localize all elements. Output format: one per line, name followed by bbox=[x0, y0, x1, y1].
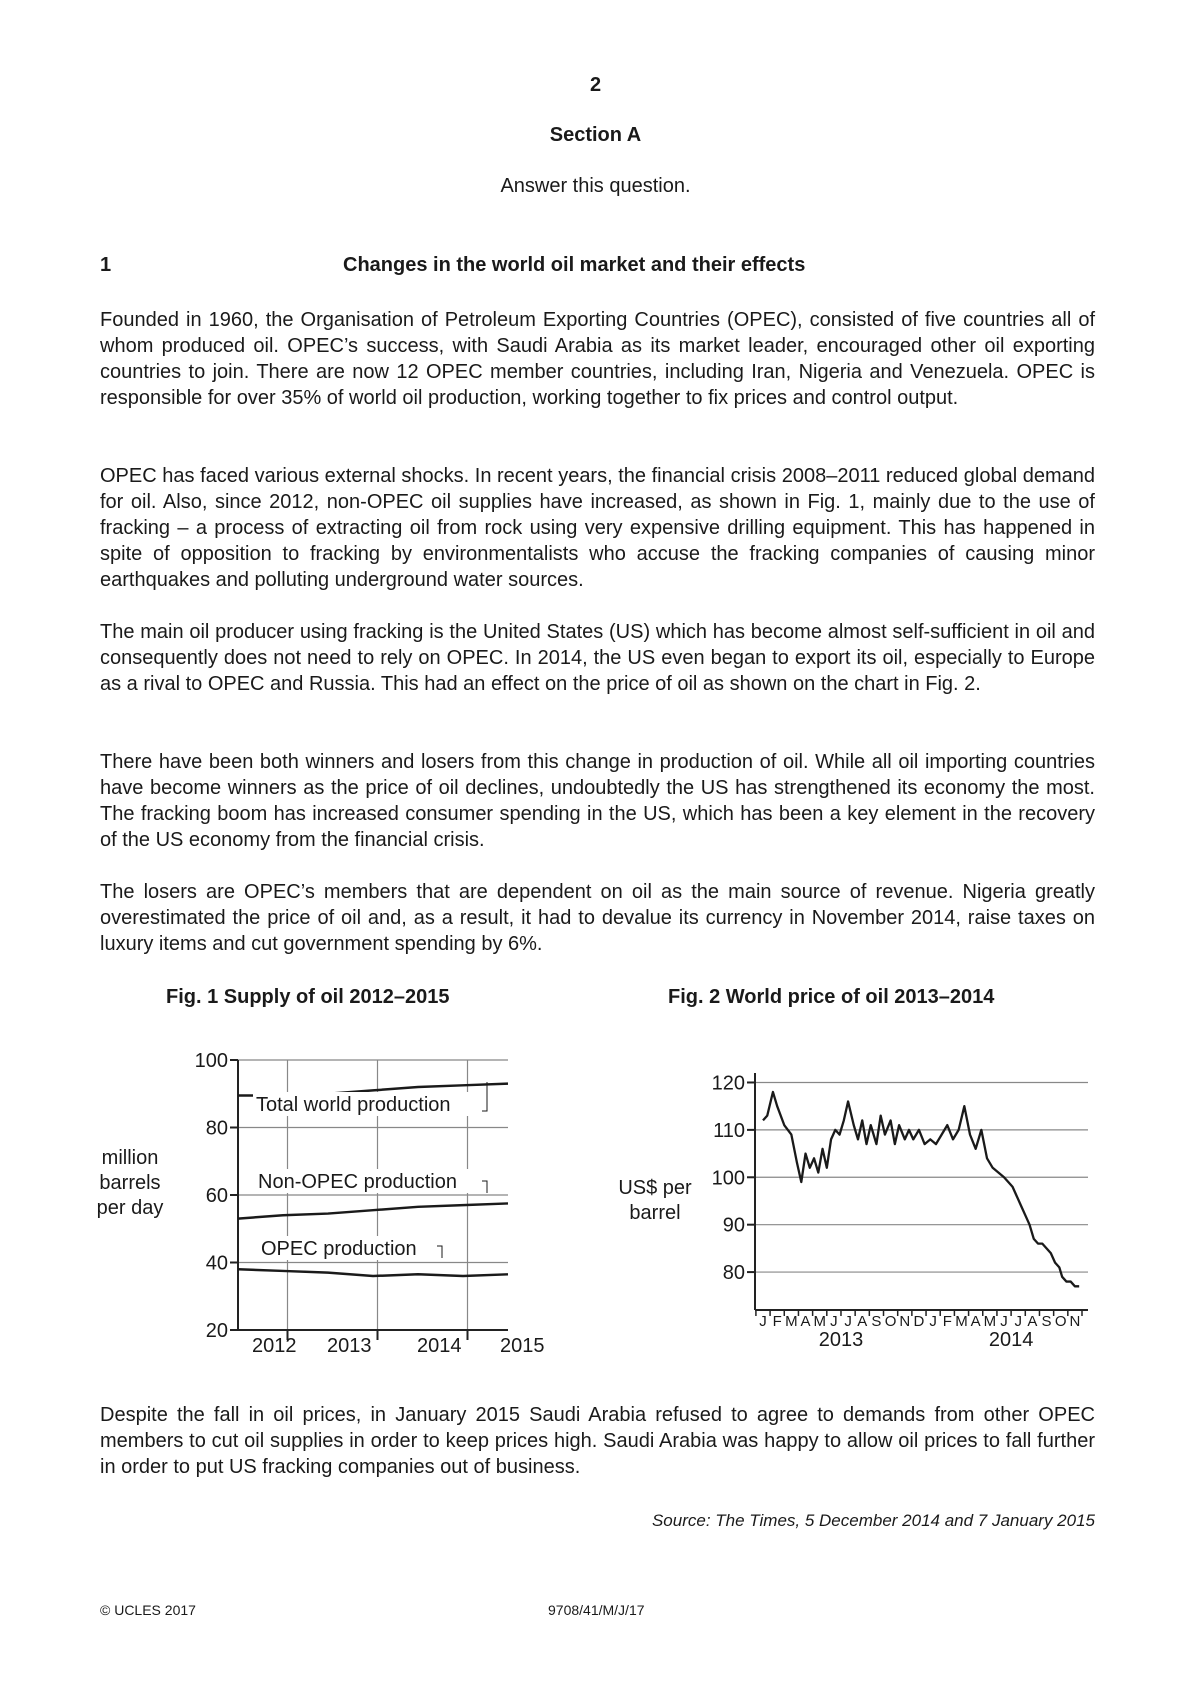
instruction: Answer this question. bbox=[500, 175, 691, 197]
fig2-price-line bbox=[763, 1092, 1079, 1286]
fig2-year-labels bbox=[819, 1329, 1034, 1351]
fig2-month-label: M bbox=[785, 1313, 798, 1330]
fig2-month-label: A bbox=[857, 1313, 868, 1330]
fig2-month-labels bbox=[759, 1313, 1080, 1330]
fig2-y-tick-labels bbox=[712, 1072, 745, 1284]
fig2-chart bbox=[600, 1050, 1110, 1360]
fig2-year-label: 2014 bbox=[988, 1329, 1034, 1351]
fig1-y-tick-label: 60 bbox=[205, 1185, 228, 1207]
fig2-title: Fig. 2 World price of oil 2013–2014 bbox=[668, 986, 995, 1008]
fig1-series-label: OPEC production bbox=[261, 1238, 417, 1260]
fig1-label-bracket bbox=[482, 1181, 487, 1193]
fig2-month-label: J bbox=[830, 1313, 838, 1330]
fig2-month-label: O bbox=[1054, 1313, 1067, 1330]
fig1-y-tick-labels bbox=[195, 1050, 228, 1342]
fig1-y-tick-label: 100 bbox=[194, 1050, 228, 1072]
fig2-month-label: J bbox=[759, 1313, 767, 1330]
section-title: Section A bbox=[549, 124, 642, 146]
paragraph-3: The main oil producer using fracking is the United States (US) which has become almost self-sufficient in oil and consequently does not need to rely on OPEC. In 2014, the US even began to export its oil, especially to Europe as a rival to OPEC and Russia. This had an effect on the price of oil as shown on the chart in Fig. 2. bbox=[100, 621, 1095, 695]
fig2-month-label: A bbox=[970, 1313, 981, 1330]
question-number: 1 bbox=[100, 254, 112, 276]
fig2-y-tick-label: 100 bbox=[711, 1167, 745, 1190]
fig2-axes bbox=[747, 1073, 1088, 1316]
fig2-y-axis-label-line: barrel bbox=[629, 1202, 681, 1224]
fig2-month-label: J bbox=[1000, 1313, 1008, 1330]
fig2-month-label: J bbox=[844, 1313, 852, 1330]
fig2-month-label: O bbox=[884, 1313, 897, 1330]
fig2-month-label: M bbox=[983, 1313, 997, 1330]
fig2-year-label: 2013 bbox=[818, 1329, 864, 1351]
fig2-y-axis-label bbox=[618, 1177, 692, 1224]
fig1-y-axis-label-line: barrels bbox=[99, 1172, 161, 1194]
fig2-month-label: F bbox=[772, 1313, 782, 1330]
fig2-month-label: M bbox=[813, 1313, 826, 1330]
fig2-month-label: M bbox=[955, 1313, 968, 1330]
fig1-y-tick-label: 40 bbox=[205, 1252, 228, 1275]
fig2-month-label: A bbox=[800, 1313, 811, 1330]
fig2-month-label: F bbox=[942, 1313, 952, 1330]
fig2-y-axis-label-line: US$ per bbox=[618, 1177, 692, 1199]
paragraph-6: Despite the fall in oil prices, in January 2015 Saudi Arabia refused to agree to demands from other OPEC members to cut oil supplies in order to keep prices high. Saudi Arabia was happy to allow oil prices to fall further in order to put US fracking companies out of business. bbox=[100, 1404, 1095, 1478]
paragraph-2: OPEC has faced various external shocks. In recent years, the financial crisis 2008–2011 reduced global demand for oil. Also, since 2012, non-OPEC oil supplies have increased, as shown in Fig. 1, mainly due to the use of fracking – a process of extracting oil from rock using very expensive drilling equipment. This has happened in spite of opposition to fracking by environmentalists who accuse the fracking companies of causing minor earthquakes and polluting underground water sources. bbox=[100, 465, 1095, 591]
footer-copyright: © UCLES 2017 bbox=[100, 1602, 196, 1618]
fig2-month-label: J bbox=[929, 1313, 937, 1330]
footer-paper-code: 9708/41/M/J/17 bbox=[548, 1602, 645, 1618]
fig1-y-axis-label-line: million bbox=[101, 1147, 159, 1169]
fig1-x-tick-label: 2014 bbox=[417, 1335, 462, 1357]
fig1-y-tick-label: 20 bbox=[205, 1320, 228, 1342]
fig2-month-label: S bbox=[871, 1313, 882, 1330]
fig2-month-label: J bbox=[1014, 1313, 1022, 1330]
fig2-y-tick-label: 110 bbox=[713, 1119, 745, 1142]
source-citation: Source: The Times, 5 December 2014 and 7 January 2015 bbox=[651, 1511, 1095, 1530]
fig2-month-label: N bbox=[1069, 1313, 1081, 1330]
page-number: 2 bbox=[589, 74, 602, 96]
fig1-x-tick-label: 2013 bbox=[327, 1335, 372, 1357]
fig2-month-label: A bbox=[1027, 1313, 1038, 1330]
fig1-x-tick-label: 2012 bbox=[252, 1335, 297, 1357]
fig2-y-tick-label: 90 bbox=[722, 1214, 745, 1237]
fig1-y-tick-label: 80 bbox=[205, 1117, 228, 1140]
question-title: Changes in the world oil market and their effects bbox=[343, 254, 806, 276]
fig2-month-label: N bbox=[899, 1313, 911, 1330]
fig2-y-tick-label: 120 bbox=[711, 1072, 745, 1095]
fig2-month-label: S bbox=[1041, 1313, 1052, 1330]
fig1-label-bracket bbox=[437, 1246, 442, 1258]
paragraph-4: There have been both winners and losers from this change in production of oil. While all oil importing countries have become winners as the price of oil declines, undoubtedly the US has strengthened its economy the most. The fracking boom has increased consumer spending in the US, which has been a key element in the recovery of the US economy from the financial crisis. bbox=[100, 751, 1095, 851]
paragraph-5: The losers are OPEC’s members that are dependent on oil as the main source of revenue. Nigeria greatly overestimated the price of oil and, as a result, it had to devalue its currency in November 2014, raise taxes on luxury items and cut government spending by 6%. bbox=[100, 881, 1095, 955]
paragraph-1: Founded in 1960, the Organisation of Petroleum Exporting Countries (OPEC), consisted of five countries all of whom produced oil. OPEC’s success, with Saudi Arabia as its market leader, encouraged other oil exporting countries to join. There are now 12 OPEC member countries, including Iran, Nigeria and Venezuela. OPEC is responsible for over 35% of world oil production, working together to fix prices and control output. bbox=[100, 309, 1095, 409]
fig1-series-label: Total world production bbox=[256, 1094, 451, 1116]
fig1-title: Fig. 1 Supply of oil 2012–2015 bbox=[166, 986, 450, 1008]
fig1-series-label: Non-OPEC production bbox=[258, 1171, 457, 1193]
fig1-x-tick-label: 2015 bbox=[500, 1335, 545, 1357]
fig2-month-label: D bbox=[913, 1313, 925, 1330]
fig1-x-tick-labels bbox=[252, 1335, 545, 1357]
fig1-y-axis-label bbox=[97, 1147, 164, 1219]
fig1-y-axis-label-line: per day bbox=[96, 1197, 164, 1219]
fig2-y-tick-label: 80 bbox=[722, 1262, 745, 1285]
fig2-series-line bbox=[763, 1092, 1079, 1286]
fig1-chart bbox=[90, 1030, 550, 1360]
